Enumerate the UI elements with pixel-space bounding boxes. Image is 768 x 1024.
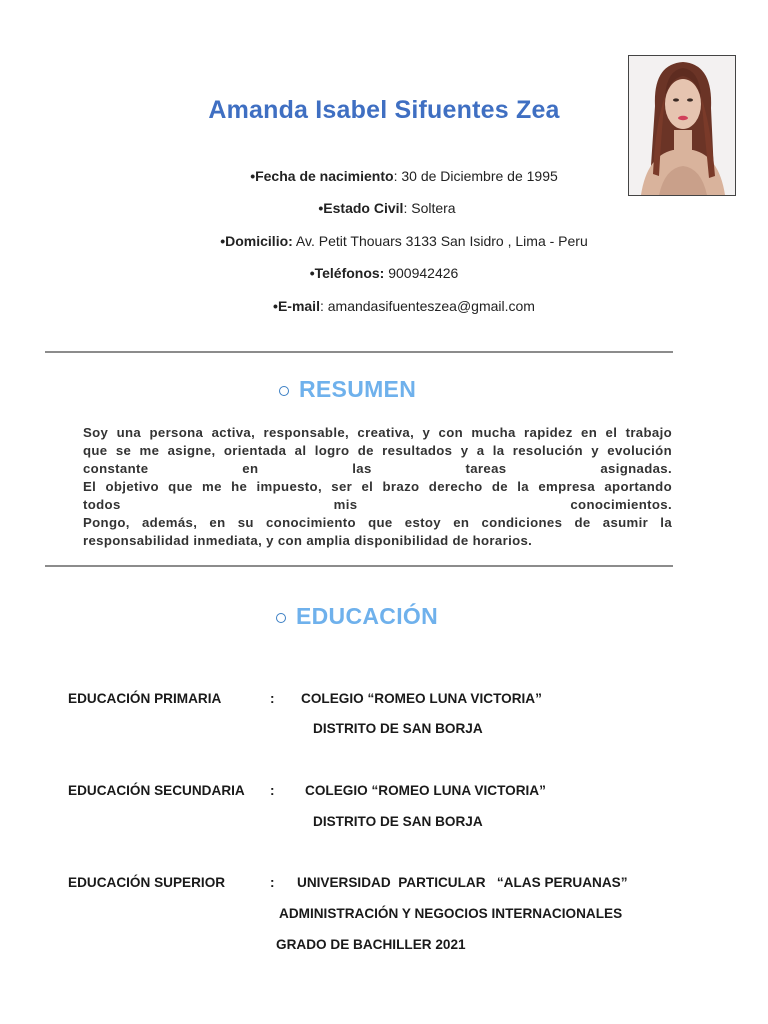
birth-date-line: [0, 168, 768, 184]
phone-label: •Teléfonos:: [309, 265, 385, 281]
summary-line: Soy una persona activa, responsable, creativa, y con mucha rapidez en el trabajo: [83, 425, 672, 440]
higher-school: UNIVERSIDAD PARTICULAR “ALAS PERUANAS”: [297, 875, 628, 890]
summary-line: constante en las tareas asignadas.: [83, 461, 672, 476]
secondary-colon: :: [270, 783, 275, 798]
divider: [45, 351, 673, 353]
higher-colon: :: [270, 875, 275, 890]
summary-title: RESUMEN: [299, 376, 417, 402]
higher-career: ADMINISTRACIÓN Y NEGOCIOS INTERNACIONALES: [279, 906, 623, 921]
summary-paragraph: [83, 424, 672, 550]
primary-label: EDUCACIÓN PRIMARIA: [68, 691, 222, 706]
email-line: [0, 298, 768, 314]
education-heading: [276, 603, 438, 630]
education-title: EDUCACIÓN: [296, 603, 438, 629]
birth-date-label: •Fecha de nacimiento: [250, 168, 394, 184]
summary-line: que se me asigne, orientada al logro de resultados y a la resolución y evolución: [83, 443, 672, 458]
secondary-school: COLEGIO “ROMEO LUNA VICTORIA”: [305, 783, 546, 798]
birth-date-value: : 30 de Diciembre de 1995: [393, 168, 558, 184]
summary-line: responsabilidad inmediata, y con amplia disponibilidad de horarios.: [83, 533, 533, 548]
secondary-label: EDUCACIÓN SECUNDARIA: [68, 783, 245, 798]
divider: [45, 565, 673, 567]
higher-degree: GRADO DE BACHILLER 2021: [276, 937, 466, 952]
summary-heading: [279, 376, 416, 403]
primary-colon: :: [270, 691, 275, 706]
civil-status-line: [0, 200, 768, 216]
civil-status-label: •Estado Civil: [318, 200, 404, 216]
circle-bullet-icon: [276, 613, 286, 623]
phone-line: [0, 265, 768, 281]
primary-district: DISTRITO DE SAN BORJA: [313, 721, 483, 736]
email-label: •E-mail: [273, 298, 320, 314]
higher-label: EDUCACIÓN SUPERIOR: [68, 875, 226, 890]
phone-value: 900942426: [384, 265, 459, 281]
email-value: : amandasifuenteszea@gmail.com: [319, 298, 535, 314]
summary-line: Pongo, además, en su conocimiento que estoy en condiciones de asumir la: [83, 515, 672, 530]
summary-line: todos mis conocimientos.: [83, 497, 672, 512]
civil-status-value: : Soltera: [403, 200, 456, 216]
summary-line: El objetivo que me he impuesto, ser el brazo derecho de la empresa aportando: [83, 479, 672, 494]
candidate-name: Amanda Isabel Sifuentes Zea: [208, 96, 560, 124]
address-label: •Domicilio:: [220, 233, 293, 249]
secondary-district: DISTRITO DE SAN BORJA: [313, 814, 483, 829]
primary-school: COLEGIO “ROMEO LUNA VICTORIA”: [301, 691, 542, 706]
circle-bullet-icon: [279, 386, 289, 396]
address-value: Av. Petit Thouars 3133 San Isidro , Lima - Peru: [292, 233, 588, 249]
address-line: [0, 233, 768, 249]
